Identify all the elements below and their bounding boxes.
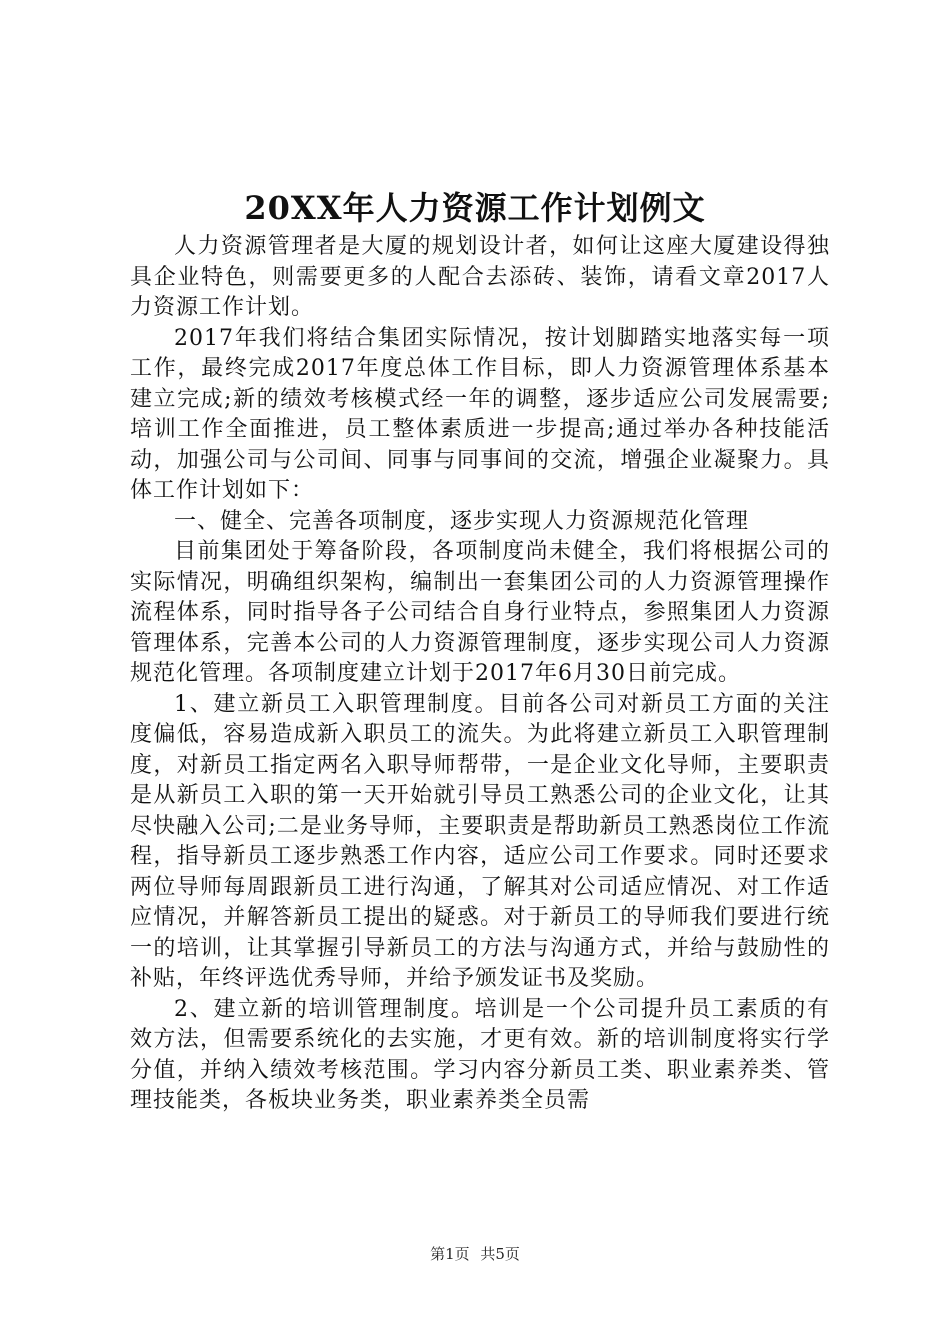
document-body [130, 232, 830, 1117]
page-number: 第1页 [430, 1245, 470, 1263]
paragraph-item-2: 2、建立新的培训管理制度。培训是一个公司提升员工素质的有效方法，但需要系统化的去实施，才更有效。新的培训制度将实行学分值，并纳入绩效考核范围。学习内容分新员工类、职业素养类、管理技能类，各板块业务类，职业素养类全员需 [130, 996, 830, 1113]
paragraph-overview: 2017年我们将结合集团实际情况，按计划脚踏实地落实每一项工作，最终完成2017年度总体工作目标，即人力资源管理体系基本建立完成;新的绩效考核模式经一年的调整，逐步适应公司发展需要;培训工作全面推进，员工整体素质进一步提高;通过举办各种技能活动，加强公司与公司间、同事与同事间的交流，增强企业凝聚力。具体工作计划如下： [130, 325, 830, 503]
page-total: 共5页 [480, 1245, 520, 1263]
paragraph-intro: 人力资源管理者是大厦的规划设计者，如何让这座大厦建设得独具企业特色，则需要更多的人配合去添砖、装饰，请看文章2017人力资源工作计划。 [130, 234, 830, 320]
page-footer [0, 1243, 950, 1265]
section-heading-1: 一、健全、完善各项制度，逐步实现人力资源规范化管理 [174, 508, 750, 534]
paragraph-section-1: 目前集团处于筹备阶段，各项制度尚未健全，我们将根据公司的实际情况，明确组织架构，编制出一套集团公司的人力资源管理操作流程体系，同时指导各子公司结合自身行业特点，参照集团人力资源管理体系，完善本公司的人力资源管理制度，逐步实现公司人力资源规范化管理。各项制度建立计划于2017年6月30日前完成。 [130, 539, 830, 686]
document-title: 20XX年人力资源工作计划例文 [244, 189, 706, 227]
paragraph-item-1: 1、建立新员工入职管理制度。目前各公司对新员工方面的关注度偏低，容易造成新入职员工的流失。为此将建立新员工入职管理制度，对新员工指定两名入职导师帮带，一是企业文化导师，主要职责是从新员工入职的第一天开始就引导员工熟悉公司的企业文化，让其尽快融入公司;二是业务导师，主要职责是帮助新员工熟悉岗位工作流程，指导新员工逐步熟悉工作内容，适应公司工作要求。同时还要求两位导师每周跟新员工进行沟通，了解其对公司适应情况、对工作适应情况，并解答新员工提出的疑惑。对于新员工的导师我们要进行统一的培训，让其掌握引导新员工的方法与沟通方式，并给与鼓励性的补贴，年终评选优秀导师，并给予颁发证书及奖励。 [130, 691, 830, 991]
